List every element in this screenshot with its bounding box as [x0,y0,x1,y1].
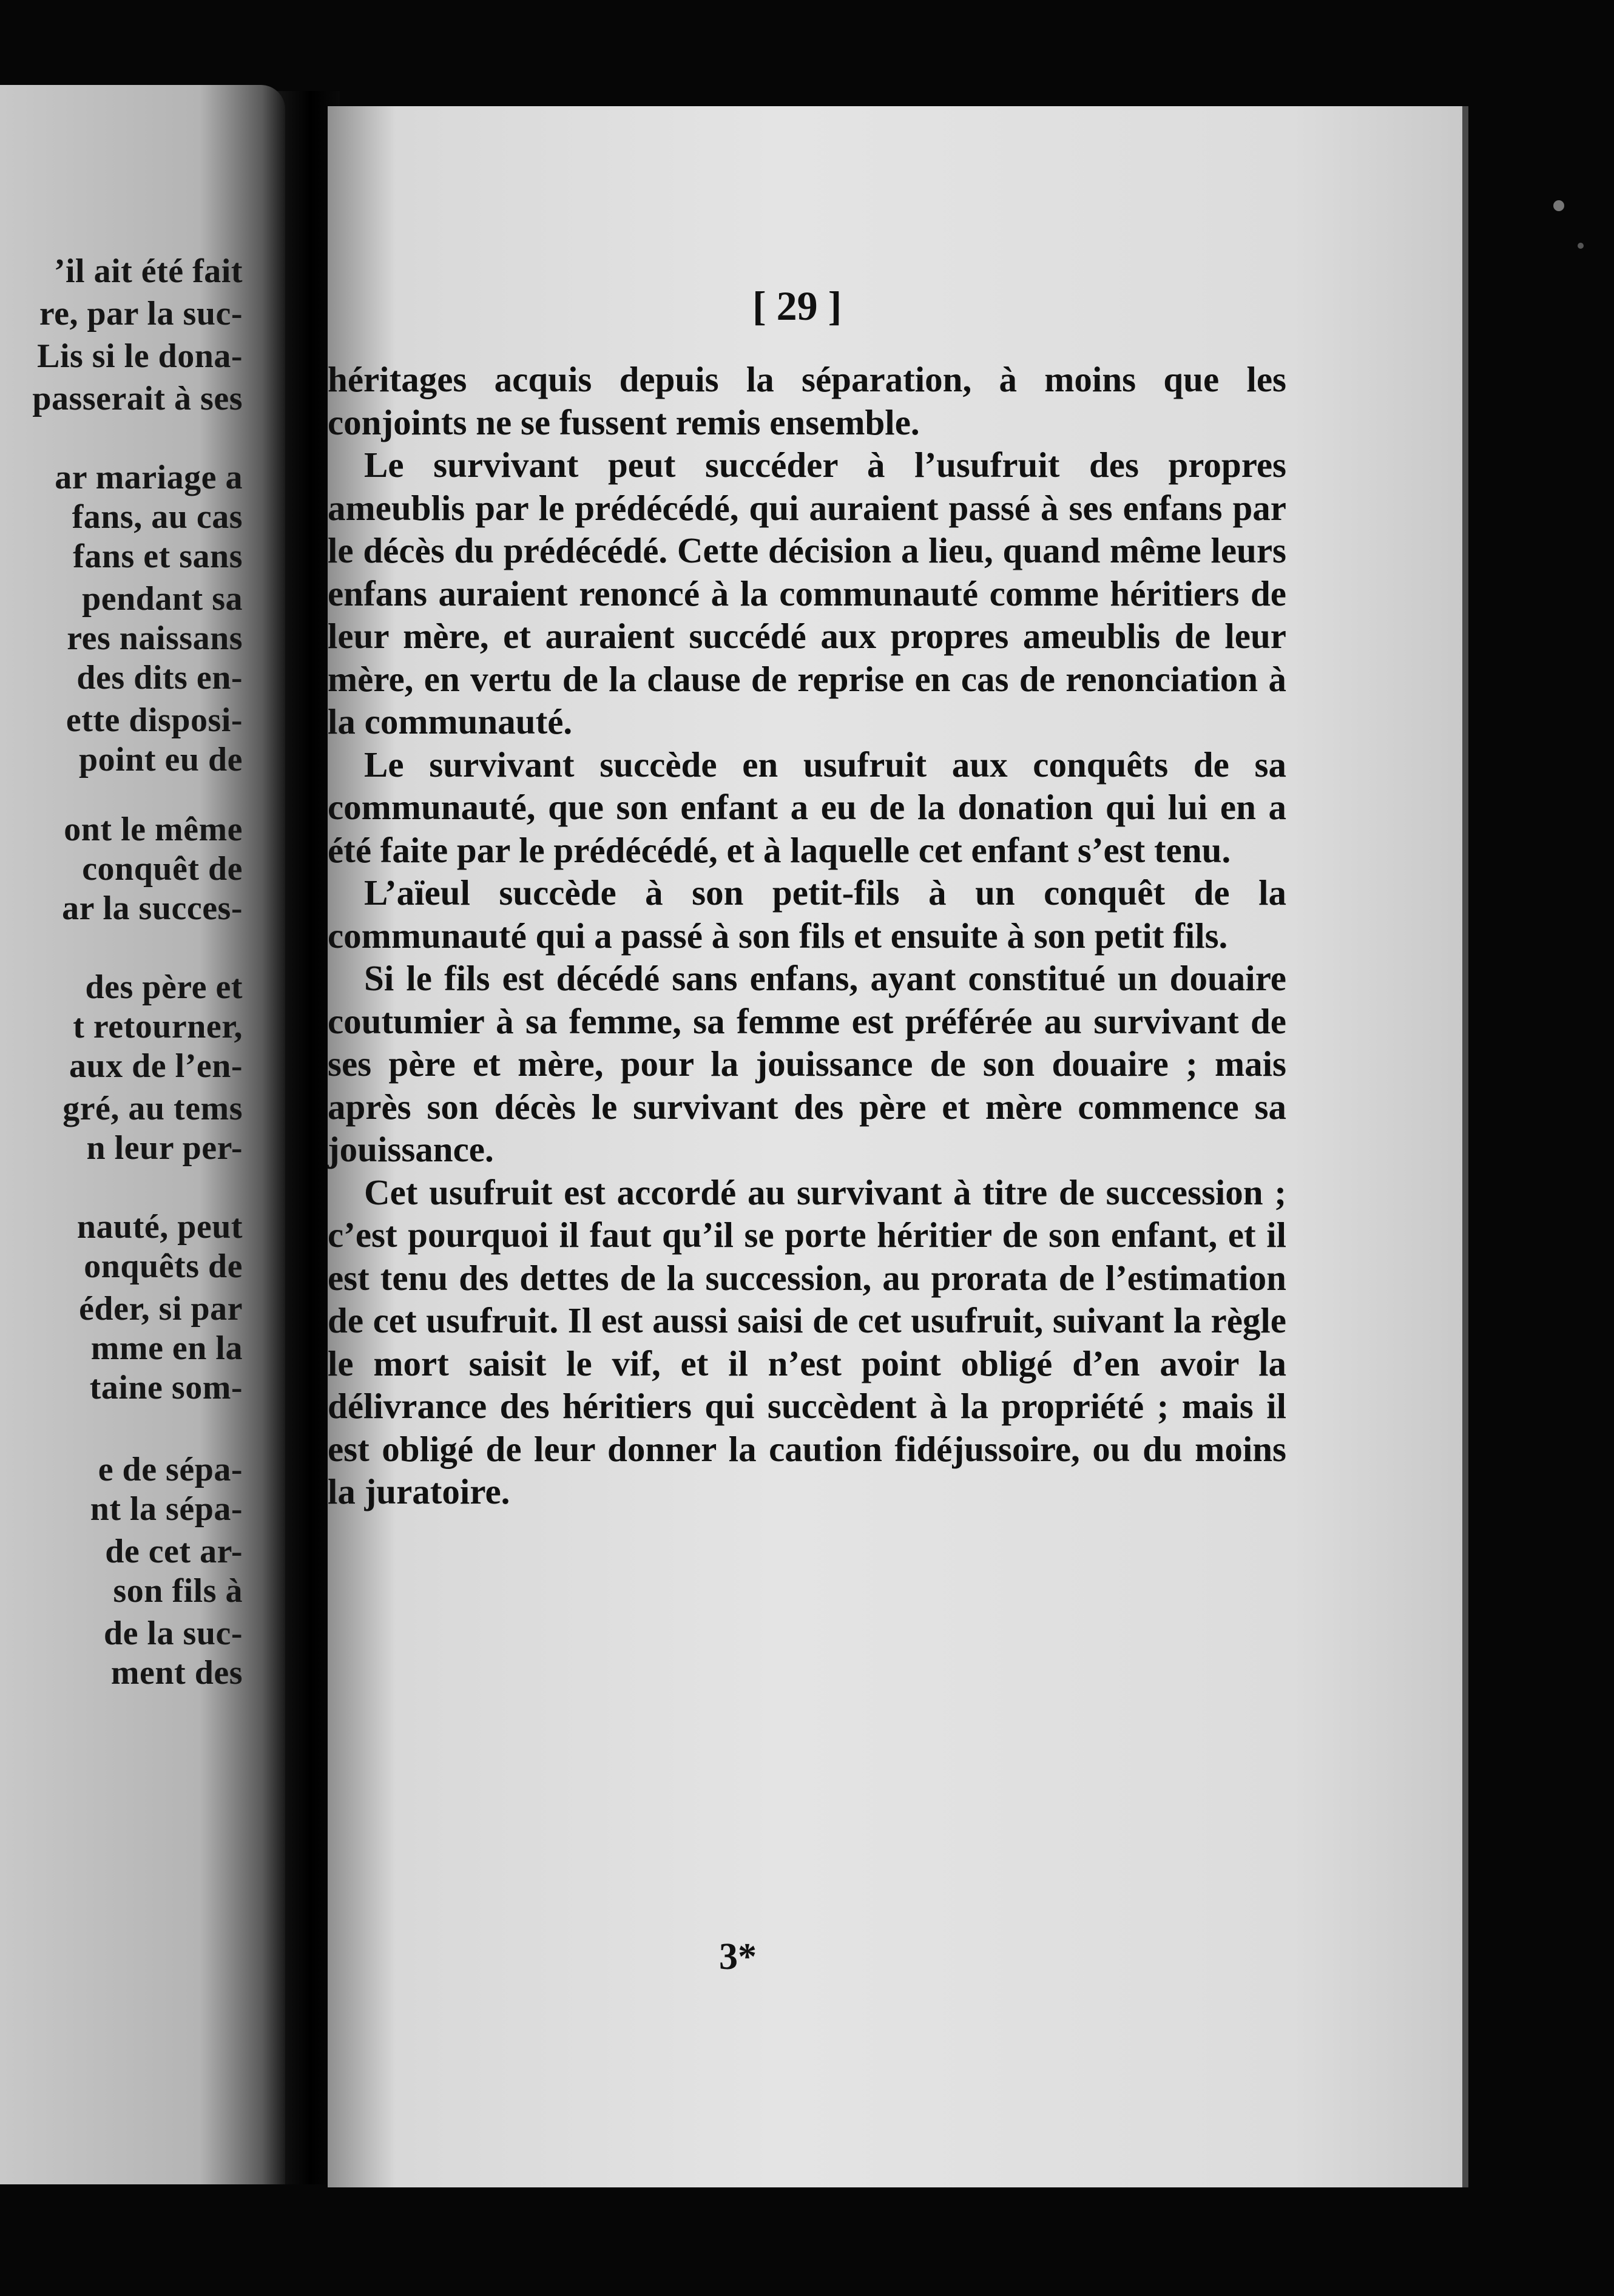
left-page-line: des père et [85,968,243,1006]
left-page-line: re, par la suc- [39,295,243,333]
paragraph: héritages acquis depuis la séparation, à moins que les conjoints ne se fussent remis ensemble. [328,359,1286,442]
left-page-line: fans et sans [73,538,243,575]
left-page-line: ette disposi- [66,701,243,739]
left-page-line: conquêt de [82,850,243,888]
left-page-line: res naissans [67,620,243,657]
paragraph: L’aïeul succède à son petit-fils à un conquêt de la communauté qui a passé à son fils et ensuite à son petit fils. [328,873,1286,956]
paragraph: Cet usufruit est accordé au survivant à titre de succession ; c’est pourquoi il faut qu’il se porte héritier de son enfant, et il est tenu des dettes de la succession, au prorata de l’estimation de cet usufruit. Il est aussi saisi de cet usufruit, suivant la règle le mort saisit le vif, et il n’est point obligé d’en avoir la délivrance des héritiers qui succèdent à la propriété ; mais il est obligé de leur donner la caution fidéjussoire, ou du moins la juratoire. [328,1172,1286,1511]
left-page-line: ment des [110,1654,243,1692]
left-page-line: e de sépa- [98,1451,243,1488]
left-page-line: mme en la [90,1329,243,1367]
left-page-line: point eu de [79,741,243,778]
left-page-line: des dits en- [76,659,243,697]
left-page-line: t retourner, [73,1008,243,1045]
left-page-line: ar mariage a [55,459,243,496]
left-page-line: taine som- [89,1369,243,1406]
left-page-line: ont le même [64,811,243,848]
dust-speck [1578,243,1584,249]
left-page-line: de la suc- [104,1615,243,1652]
left-page-line: fans, au cas [72,498,243,536]
left-page-line: Lis si le dona- [37,337,243,375]
left-page-line: ar la succes- [62,890,243,927]
left-page-line: pendant sa [82,580,243,618]
paragraph: Le survivant peut succéder à l’usufruit des propres ameublis par le prédécédé, qui auraient passé à ses enfans par le décès du prédécédé. Cette décision a lieu, quand même leurs enfans auraient renoncé à la communauté comme héritiers de leur mère, et auraient succédé aux propres ameublis de leur mère, en vertu de la clause de reprise en cas de renonciation à la communauté. [328,445,1286,741]
dust-speck [1553,200,1564,211]
left-page-line: n leur per- [86,1129,243,1167]
left-page-line: aux de l’en- [69,1047,243,1085]
left-page-line: onquêts de [84,1248,243,1285]
page-number: [ 29 ] [752,283,842,329]
left-page-line: passerait à ses [32,380,243,417]
paragraph: Si le fils est décédé sans enfans, ayant constitué un douaire coutumier à sa femme, sa femme est préférée au survivant de ses père et mère, pour la jouissance de son douaire ; mais après son décès le survivant des père et mère commence sa jouissance. [328,958,1286,1169]
left-page-line: de cet ar- [105,1533,243,1570]
left-page-line: nauté, peut [76,1208,243,1246]
signature-mark: 3* [719,1936,757,1977]
page-edge [1462,106,1468,2187]
left-page-line: ’il ait été fait [53,252,243,290]
left-page-line: son fils à [113,1572,243,1610]
left-page-line: gré, au tems [62,1090,243,1127]
left-page-line: éder, si par [79,1290,243,1328]
left-page [0,85,285,2184]
left-page-line: nt la sépa- [90,1490,243,1528]
paragraph: Le survivant succède en usufruit aux conquêts de sa communauté, que son enfant a eu de la donation qui lui en a été faite par le prédécédé, et à laquelle cet enfant s’est tenu. [328,744,1286,870]
body-text [328,358,1286,1513]
